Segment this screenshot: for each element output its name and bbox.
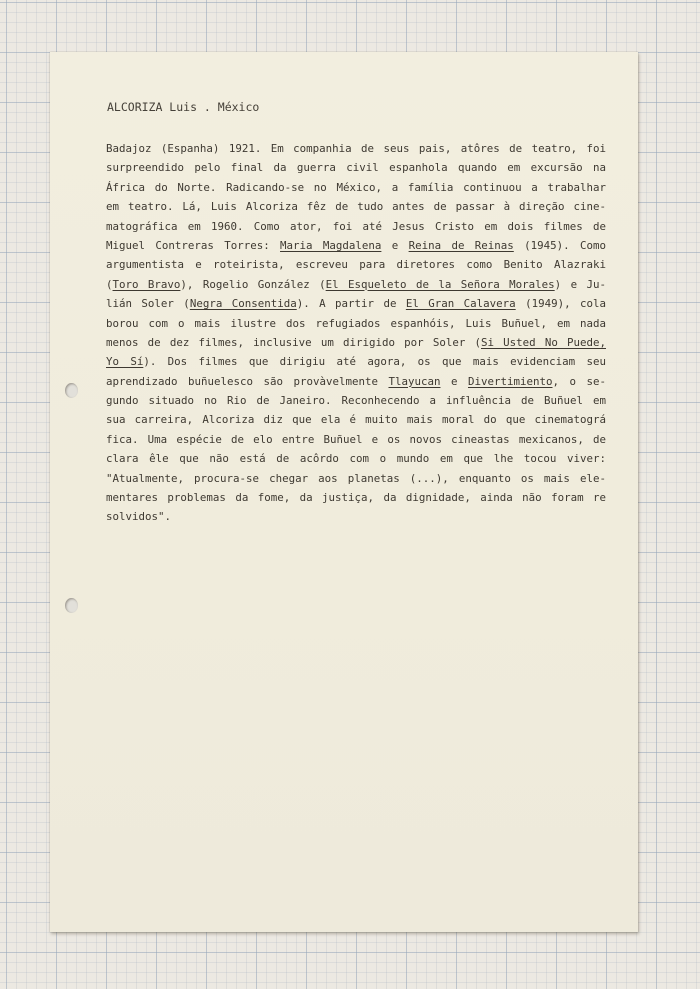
film-title: Divertimiento <box>467 374 553 388</box>
text-line: menos de dez filmes, inclusive um dirigido por Soler (Si Usted No Puede, <box>106 335 606 349</box>
film-title: El Esqueleto de la Señora Morales <box>325 277 555 291</box>
text-line: matográfica em 1960. Como ator, foi até Jesus Cristo em dois filmes de <box>106 219 606 233</box>
film-title: Reina de Reinas <box>408 238 514 252</box>
text-line: "Atualmente, procura-se chegar aos planetas (...), enquanto os mais ele- <box>106 471 606 485</box>
text-line: sua carreira, Alcoriza diz que ela é muito mais moral do que cinematográ <box>106 413 606 427</box>
text-line: mentares problemas da fome, da justiça, da dignidade, ainda não foram re <box>106 491 606 505</box>
text-line: lián Soler (Negra Consentida). A partir de El Gran Calavera (1949), cola <box>106 297 606 311</box>
text-line: borou com o mais ilustre dos refugiados espanhóis, Luis Buñuel, em nada <box>106 316 606 330</box>
film-title: Toro Bravo <box>112 277 181 291</box>
film-title: Yo Sí <box>106 355 144 369</box>
text-line: surpreendido pelo final da guerra civil espanhola quando em excursão na <box>106 161 606 175</box>
text-line-last: solvidos". <box>106 510 172 524</box>
text-line: em teatro. Lá, Luis Alcoriza fêz de tudo antes de passar à direção cine- <box>106 200 606 214</box>
film-title: El Gran Calavera <box>405 297 516 311</box>
film-title: Negra Consentida <box>189 297 297 311</box>
text-line: gundo situado no Rio de Janeiro. Reconhecendo a influência de Buñuel em <box>106 394 606 408</box>
text-line: África do Norte. Radicando-se no México, a família continuou a trabalhar <box>106 180 606 194</box>
text-line: Yo Sí). Dos filmes que dirigiu até agora, os que mais evidenciam seu <box>106 355 606 369</box>
punch-hole-bottom <box>65 598 78 613</box>
body-paragraph <box>106 139 606 527</box>
film-title: Si Usted No Puede, <box>481 335 606 349</box>
text-line: Miguel Contreras Torres: Maria Magdalena e Reina de Reinas (1945). Como <box>106 238 606 252</box>
text-line: fica. Uma espécie de elo entre Buñuel e os novos cineastas mexicanos, de <box>106 432 606 446</box>
punch-hole-top <box>65 383 78 398</box>
film-title: Maria Magdalena <box>280 238 382 252</box>
document-title: ALCORIZA Luis . México <box>107 100 260 114</box>
text-line: clara êle que não está de acôrdo com o mundo em que lhe tocou viver: <box>106 452 606 466</box>
typewritten-page <box>50 52 638 932</box>
film-title: Tlayucan <box>388 374 441 388</box>
text-line: (Toro Bravo), Rogelio González (El Esqueleto de la Señora Morales) e Ju- <box>106 277 606 291</box>
text-line: argumentista e roteirista, escreveu para diretores como Benito Alazraki <box>106 258 606 272</box>
text-line: aprendizado buñuelesco são provàvelmente Tlayucan e Divertimiento, o se- <box>106 374 606 388</box>
text-line: Badajoz (Espanha) 1921. Em companhia de seus pais, atôres de teatro, foi <box>106 142 606 155</box>
